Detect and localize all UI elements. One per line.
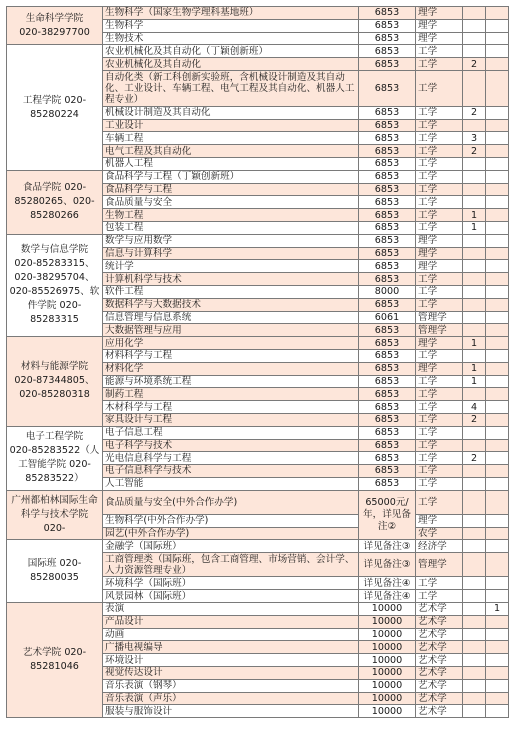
major-name: 计算机科学与技术 (103, 273, 359, 286)
quota-a: 2 (463, 452, 486, 465)
quota-a (463, 667, 486, 680)
quota-b (486, 119, 509, 132)
discipline-category: 工学 (416, 401, 463, 414)
quota-b (486, 209, 509, 222)
major-name: 材料化学 (103, 362, 359, 375)
discipline-category: 艺术学 (416, 705, 463, 718)
table-row (7, 234, 509, 247)
tuition-fee: 6853 (359, 426, 416, 439)
discipline-category: 工学 (416, 106, 463, 119)
tuition-fee: 6853 (359, 7, 416, 20)
quota-b (486, 183, 509, 196)
tuition-fee: 10000 (359, 615, 416, 628)
college-cell: 材料与能源学院 020-87344805、020-85280318 (7, 337, 103, 427)
major-name: 家具设计与工程 (103, 413, 359, 426)
quota-b (486, 388, 509, 401)
major-name: 信息与计算科学 (103, 247, 359, 260)
quota-b (486, 273, 509, 286)
discipline-category: 工学 (416, 426, 463, 439)
quota-b (486, 439, 509, 452)
discipline-category: 工学 (416, 45, 463, 58)
quota-b (486, 477, 509, 490)
quota-a (463, 705, 486, 718)
tuition-fee: 10000 (359, 692, 416, 705)
discipline-category: 经济学 (416, 540, 463, 553)
major-name: 光电信息科学与工程 (103, 452, 359, 465)
quota-b (486, 426, 509, 439)
quota-b (486, 145, 509, 158)
quota-b (486, 106, 509, 119)
quota-b (486, 413, 509, 426)
major-name: 环境科学（国际班） (103, 577, 359, 590)
tuition-fee: 6853 (359, 439, 416, 452)
major-name: 工商管理类（国际班，包含工商管理、市场营销、会计学、人力资源管理专业） (103, 553, 359, 577)
discipline-category: 理学 (416, 514, 463, 527)
major-name: 电气工程及其自动化 (103, 145, 359, 158)
quota-b (486, 679, 509, 692)
tuition-fee: 6853 (359, 221, 416, 234)
college-cell: 食品学院 020-85280265、020-85280266 (7, 170, 103, 234)
quota-a: 1 (463, 337, 486, 350)
tuition-fee: 6853 (359, 32, 416, 45)
quota-a (463, 234, 486, 247)
discipline-category: 工学 (416, 273, 463, 286)
major-name: 生物科学 (103, 19, 359, 32)
major-name: 自动化类（新工科创新实验班，含机械设计制造及其自动化、工业设计、车辆工程、电气工程及其自动化、机器人工程专业） (103, 70, 359, 106)
tuition-fee: 6853 (359, 375, 416, 388)
quota-b (486, 590, 509, 603)
quota-b (486, 70, 509, 106)
tuition-fee: 65000元/年，详见备注② (359, 490, 416, 540)
major-name: 视觉传达设计 (103, 667, 359, 680)
tuition-fee: 6853 (359, 260, 416, 273)
quota-a (463, 196, 486, 209)
quota-a (463, 7, 486, 20)
tuition-fee: 6853 (359, 132, 416, 145)
quota-b (486, 465, 509, 478)
quota-b (486, 311, 509, 324)
tuition-fee: 6853 (359, 413, 416, 426)
tuition-fee: 6853 (359, 273, 416, 286)
major-name: 广播电视编导 (103, 641, 359, 654)
major-name: 食品质量与安全(中外合作办学) (103, 490, 359, 514)
quota-b (486, 654, 509, 667)
major-name: 数据科学与大数据技术 (103, 298, 359, 311)
table-body (7, 7, 509, 718)
quota-a: 2 (463, 145, 486, 158)
quota-a (463, 465, 486, 478)
tuition-fee: 6853 (359, 145, 416, 158)
college-cell: 艺术学院 020-85281046 (7, 603, 103, 718)
quota-a (463, 273, 486, 286)
quota-b (486, 170, 509, 183)
major-name: 产品设计 (103, 615, 359, 628)
quota-a (463, 490, 486, 514)
discipline-category: 工学 (416, 58, 463, 71)
table-row (7, 490, 509, 514)
major-name: 木材科学与工程 (103, 401, 359, 414)
quota-a (463, 679, 486, 692)
discipline-category: 工学 (416, 132, 463, 145)
tuition-fee: 6853 (359, 298, 416, 311)
tuition-fee: 详见备注③ (359, 553, 416, 577)
discipline-category: 工学 (416, 209, 463, 222)
major-name: 音乐表演（声乐） (103, 692, 359, 705)
tuition-fee: 10000 (359, 679, 416, 692)
quota-b (486, 362, 509, 375)
quota-a (463, 654, 486, 667)
quota-a (463, 641, 486, 654)
quota-a (463, 590, 486, 603)
quota-b (486, 132, 509, 145)
quota-b (486, 324, 509, 337)
tuition-fee: 详见备注④ (359, 590, 416, 603)
discipline-category: 理学 (416, 337, 463, 350)
quota-a (463, 603, 486, 616)
quota-a (463, 388, 486, 401)
discipline-category: 工学 (416, 70, 463, 106)
major-name: 包装工程 (103, 221, 359, 234)
quota-a: 1 (463, 362, 486, 375)
quota-b (486, 540, 509, 553)
tuition-fee: 6853 (359, 247, 416, 260)
discipline-category: 艺术学 (416, 654, 463, 667)
major-name: 食品质量与安全 (103, 196, 359, 209)
quota-b (486, 247, 509, 260)
tuition-fee: 6853 (359, 170, 416, 183)
major-name: 人工智能 (103, 477, 359, 490)
discipline-category: 艺术学 (416, 615, 463, 628)
quota-a (463, 553, 486, 577)
discipline-category: 工学 (416, 452, 463, 465)
tuition-fee: 6061 (359, 311, 416, 324)
discipline-category: 理学 (416, 362, 463, 375)
major-name: 农业机械化及其自动化（丁颖创新班） (103, 45, 359, 58)
tuition-fee: 10000 (359, 628, 416, 641)
quota-b (486, 375, 509, 388)
discipline-category: 管理学 (416, 324, 463, 337)
discipline-category: 艺术学 (416, 692, 463, 705)
tuition-fee: 6853 (359, 234, 416, 247)
tuition-fee: 10000 (359, 654, 416, 667)
quota-a (463, 19, 486, 32)
major-name: 材料科学与工程 (103, 349, 359, 362)
tuition-fee: 6853 (359, 324, 416, 337)
quota-a (463, 324, 486, 337)
major-name: 园艺(中外合作办学) (103, 527, 359, 540)
tuition-fee: 10000 (359, 603, 416, 616)
quota-a: 4 (463, 401, 486, 414)
tuition-fee: 6853 (359, 401, 416, 414)
quota-b (486, 298, 509, 311)
major-name: 生物科学（国家生物学理科基地班） (103, 7, 359, 20)
quota-a (463, 45, 486, 58)
quota-b (486, 285, 509, 298)
discipline-category: 理学 (416, 7, 463, 20)
discipline-category: 理学 (416, 19, 463, 32)
discipline-category: 工学 (416, 413, 463, 426)
table-row (7, 540, 509, 553)
discipline-category: 工学 (416, 119, 463, 132)
tuition-fee: 6853 (359, 349, 416, 362)
tuition-fee: 详见备注④ (359, 577, 416, 590)
discipline-category: 工学 (416, 170, 463, 183)
tuition-fee: 6853 (359, 19, 416, 32)
discipline-category: 理学 (416, 247, 463, 260)
quota-a (463, 32, 486, 45)
discipline-category: 工学 (416, 477, 463, 490)
major-name: 电子科学与技术 (103, 439, 359, 452)
quota-b (486, 641, 509, 654)
quota-a (463, 514, 486, 527)
quota-b (486, 19, 509, 32)
major-name: 统计学 (103, 260, 359, 273)
major-name: 电子信息工程 (103, 426, 359, 439)
quota-a (463, 285, 486, 298)
quota-a (463, 260, 486, 273)
quota-a (463, 577, 486, 590)
discipline-category: 艺术学 (416, 641, 463, 654)
tuition-fee: 6853 (359, 70, 416, 106)
quota-a (463, 692, 486, 705)
quota-b (486, 58, 509, 71)
major-name: 动画 (103, 628, 359, 641)
quota-a (463, 439, 486, 452)
discipline-category: 工学 (416, 465, 463, 478)
tuition-fee: 6853 (359, 477, 416, 490)
quota-b (486, 401, 509, 414)
major-name: 表演 (103, 603, 359, 616)
major-name: 机械设计制造及其自动化 (103, 106, 359, 119)
major-name: 音乐表演（钢琴） (103, 679, 359, 692)
quota-b (486, 32, 509, 45)
quota-a (463, 298, 486, 311)
quota-b (486, 577, 509, 590)
tuition-fee: 6853 (359, 196, 416, 209)
quota-b (486, 260, 509, 273)
quota-b (486, 221, 509, 234)
quota-a: 1 (463, 209, 486, 222)
major-fee-table (6, 6, 509, 718)
quota-a (463, 70, 486, 106)
college-cell: 国际班 020-85280035 (7, 540, 103, 603)
major-name: 食品科学与工程（丁颖创新班） (103, 170, 359, 183)
discipline-category: 理学 (416, 260, 463, 273)
discipline-category: 工学 (416, 157, 463, 170)
tuition-fee: 6853 (359, 45, 416, 58)
discipline-category: 工学 (416, 439, 463, 452)
tuition-fee: 6853 (359, 157, 416, 170)
table-row (7, 45, 509, 58)
quota-b (486, 234, 509, 247)
major-name: 金融学（国际班） (103, 540, 359, 553)
quota-b (486, 514, 509, 527)
quota-b (486, 337, 509, 350)
table-row (7, 603, 509, 616)
discipline-category: 工学 (416, 145, 463, 158)
major-name: 环境设计 (103, 654, 359, 667)
quota-b (486, 692, 509, 705)
tuition-fee: 6853 (359, 119, 416, 132)
tuition-fee: 6853 (359, 452, 416, 465)
tuition-fee: 8000 (359, 285, 416, 298)
discipline-category: 工学 (416, 490, 463, 514)
major-name: 制药工程 (103, 388, 359, 401)
tuition-fee: 6853 (359, 209, 416, 222)
quota-a: 1 (463, 375, 486, 388)
quota-b (486, 45, 509, 58)
discipline-category: 艺术学 (416, 603, 463, 616)
quota-a (463, 170, 486, 183)
tuition-fee: 10000 (359, 641, 416, 654)
quota-b (486, 157, 509, 170)
quota-b (486, 615, 509, 628)
major-name: 能源与环境系统工程 (103, 375, 359, 388)
quota-b (486, 527, 509, 540)
discipline-category: 艺术学 (416, 667, 463, 680)
discipline-category: 艺术学 (416, 628, 463, 641)
tuition-fee: 详见备注③ (359, 540, 416, 553)
quota-a: 3 (463, 132, 486, 145)
college-cell: 数学与信息学院 020-85283315、020-38295704、020-85526975、软件学院 020-85283315 (7, 234, 103, 336)
quota-b (486, 349, 509, 362)
quota-a: 1 (463, 221, 486, 234)
discipline-category: 理学 (416, 32, 463, 45)
quota-a: 2 (463, 106, 486, 119)
tuition-fee: 6853 (359, 106, 416, 119)
major-name: 信息管理与信息系统 (103, 311, 359, 324)
discipline-category: 工学 (416, 577, 463, 590)
major-name: 机器人工程 (103, 157, 359, 170)
major-name: 生物工程 (103, 209, 359, 222)
table-row (7, 170, 509, 183)
discipline-category: 工学 (416, 590, 463, 603)
quota-b (486, 7, 509, 20)
college-cell: 生命科学学院 020-38297700 (7, 7, 103, 45)
discipline-category: 工学 (416, 221, 463, 234)
quota-a: 2 (463, 58, 486, 71)
quota-a: 2 (463, 413, 486, 426)
tuition-fee: 6853 (359, 58, 416, 71)
tuition-fee: 6853 (359, 388, 416, 401)
tuition-fee: 10000 (359, 705, 416, 718)
major-name: 软件工程 (103, 285, 359, 298)
quota-b (486, 705, 509, 718)
tuition-fee: 10000 (359, 667, 416, 680)
quota-b: 1 (486, 603, 509, 616)
discipline-category: 工学 (416, 298, 463, 311)
quota-a (463, 477, 486, 490)
major-name: 应用化学 (103, 337, 359, 350)
discipline-category: 农学 (416, 527, 463, 540)
discipline-category: 工学 (416, 375, 463, 388)
quota-a (463, 426, 486, 439)
discipline-category: 工学 (416, 183, 463, 196)
quota-a (463, 615, 486, 628)
major-name: 数学与应用数学 (103, 234, 359, 247)
college-cell: 电子工程学院 020-85283522（人工智能学院 020-85283522） (7, 426, 103, 490)
quota-a (463, 527, 486, 540)
discipline-category: 艺术学 (416, 679, 463, 692)
discipline-category: 管理学 (416, 553, 463, 577)
quota-a (463, 183, 486, 196)
major-name: 生物技术 (103, 32, 359, 45)
quota-b (486, 196, 509, 209)
college-cell: 工程学院 020-85280224 (7, 45, 103, 170)
major-name: 电子信息科学与技术 (103, 465, 359, 478)
quota-a (463, 247, 486, 260)
quota-a (463, 311, 486, 324)
quota-b (486, 553, 509, 577)
discipline-category: 工学 (416, 349, 463, 362)
quota-a (463, 628, 486, 641)
discipline-category: 工学 (416, 285, 463, 298)
major-name: 服装与服饰设计 (103, 705, 359, 718)
discipline-category: 理学 (416, 234, 463, 247)
discipline-category: 工学 (416, 388, 463, 401)
major-name: 食品科学与工程 (103, 183, 359, 196)
table-row (7, 337, 509, 350)
college-cell: 广州都柏林国际生命科学与技术学院 020- (7, 490, 103, 540)
table-row (7, 7, 509, 20)
quota-a (463, 540, 486, 553)
tuition-fee: 6853 (359, 337, 416, 350)
discipline-category: 管理学 (416, 311, 463, 324)
quota-a (463, 157, 486, 170)
table-row (7, 426, 509, 439)
quota-b (486, 490, 509, 514)
tuition-fee: 6853 (359, 183, 416, 196)
discipline-category: 工学 (416, 196, 463, 209)
major-name: 工业设计 (103, 119, 359, 132)
major-name: 生物科学(中外合作办学) (103, 514, 359, 527)
tuition-fee: 6853 (359, 362, 416, 375)
quota-b (486, 667, 509, 680)
quota-b (486, 628, 509, 641)
major-name: 农业机械化及其自动化 (103, 58, 359, 71)
quota-a (463, 119, 486, 132)
major-name: 风景园林（国际班） (103, 590, 359, 603)
quota-a (463, 349, 486, 362)
major-name: 大数据管理与应用 (103, 324, 359, 337)
quota-b (486, 452, 509, 465)
major-name: 车辆工程 (103, 132, 359, 145)
tuition-fee: 6853 (359, 465, 416, 478)
